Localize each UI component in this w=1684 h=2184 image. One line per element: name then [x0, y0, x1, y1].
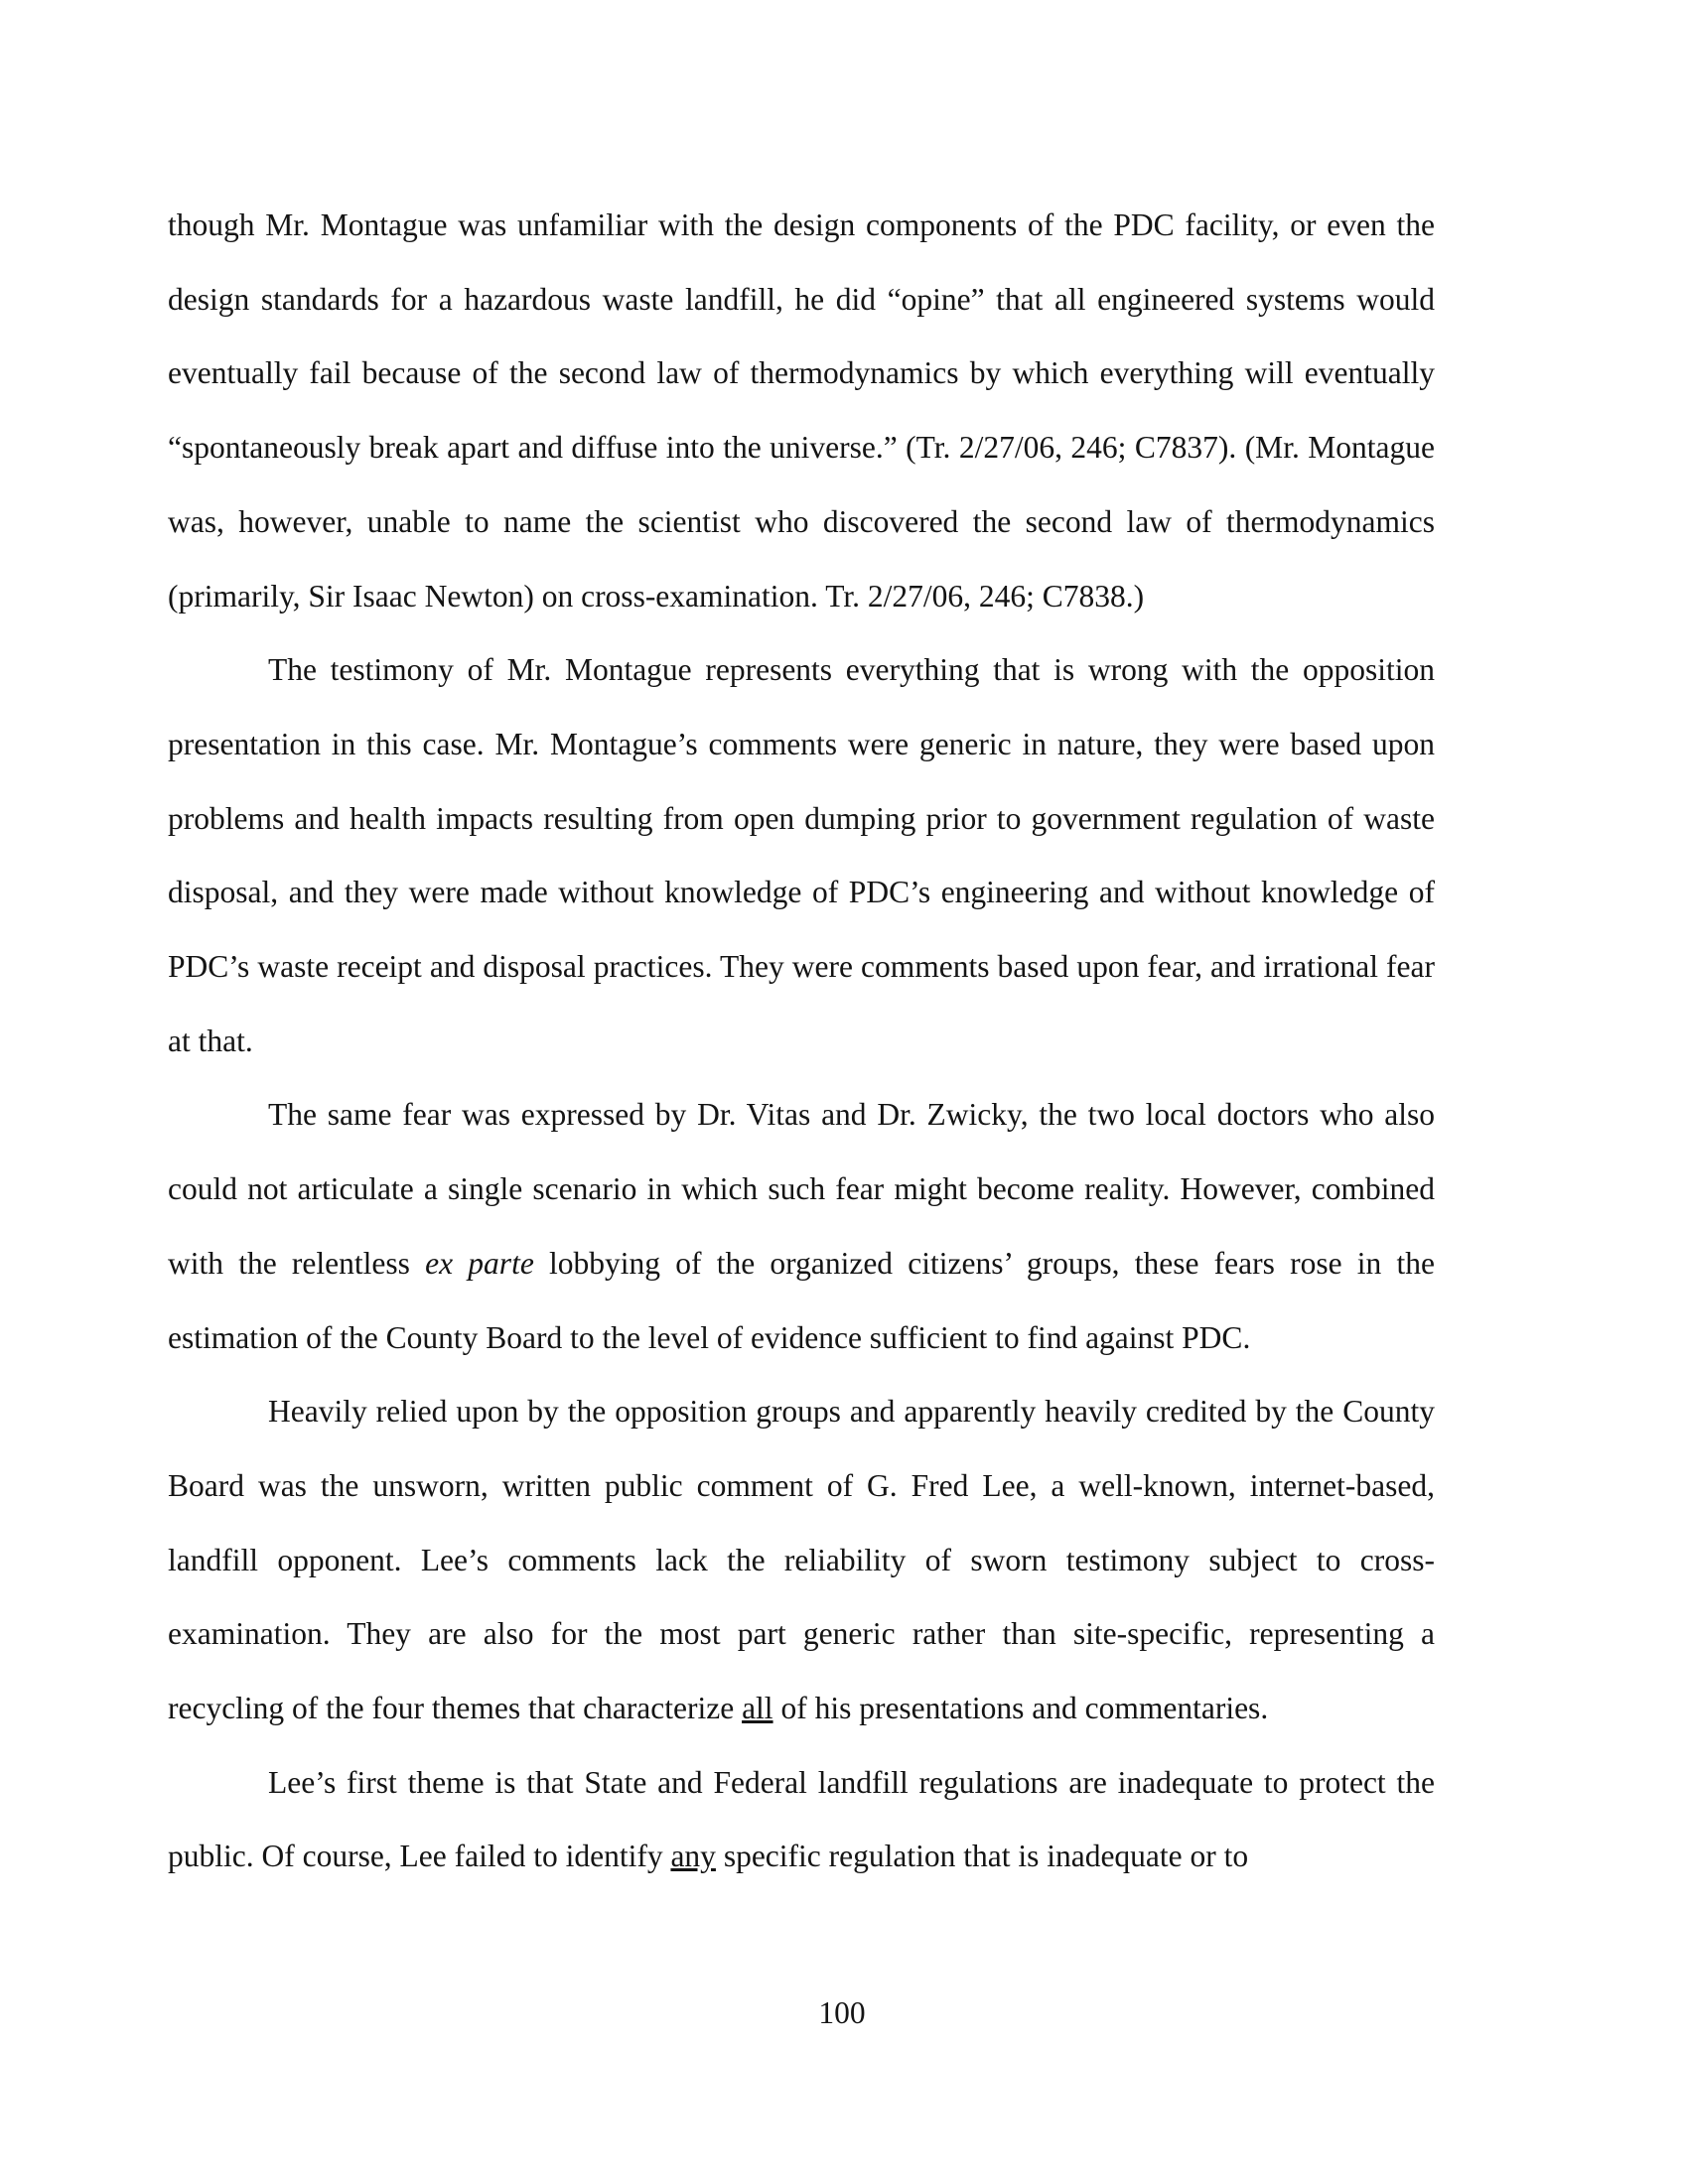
paragraph-text: The testimony of Mr. Montague represents everything that is wrong with the opposition presentation in this case. Mr. Montague’s comments were generic in nature, they were based upon problems and health impacts resulting from open dumping prior to government regulation of waste disposal, and they were made without knowledge of PDC’s engineering and without knowledge of PDC’s waste receipt and disposal practices. They were comments based upon fear, and irrational fear at that.: [168, 652, 1435, 1058]
paragraph: [168, 189, 1435, 633]
paragraph-text: Heavily relied upon by the opposition groups and apparently heavily credited by the County Board was the unsworn, written public comment of G. Fred Lee, a well-known, internet-based, landfill opponent. Lee’s comments lack the reliability of sworn testimony subject to cross-examination. They are also for the most part generic rather than site-specific, representing a recycling of the four themes that characterize: [168, 1394, 1435, 1726]
paragraph-text: Lee’s first theme is that State and Federal landfill regulations are inadequate to protect the public. Of course, Lee failed to identify: [168, 1764, 1435, 1874]
paragraph: [168, 633, 1435, 1078]
paragraph-text: though Mr. Montague was unfamiliar with the design components of the PDC facility, or even the design standards for a hazardous waste landfill, he did “opine” that all engineered systems would eventually fail because of the second law of thermodynamics by which everything will eventually “spontaneously break apart and diffuse into the universe.” (Tr. 2/27/06, 246; C7837). (Mr. Montague was, however, unable to name the scientist who discovered the second law of thermodynamics (primarily, Sir Isaac Newton) on cross-examination. Tr. 2/27/06, 246; C7838.): [168, 207, 1435, 614]
paragraph-text: The same fear was expressed by Dr. Vitas and Dr. Zwicky, the two local doctors who also could not articulate a single scenario in which such fear might become reality. However, combined with the relentless: [168, 1097, 1435, 1281]
underlined-text: all: [742, 1691, 773, 1726]
paragraph-text: lobbying of the organized citizens’ groups, these fears rose in the estimation of the County Board to the level of evidence sufficient to find against PDC.: [168, 1245, 1435, 1355]
body-text: [168, 189, 1435, 1894]
paragraph: [168, 1375, 1435, 1746]
underlined-text: any: [670, 1839, 716, 1874]
italic-text: ex parte: [425, 1245, 534, 1281]
paragraph-text: of his presentations and commentaries.: [772, 1691, 1269, 1726]
page-number: 100: [818, 1995, 866, 2030]
paragraph-text: specific regulation that is inadequate or to: [715, 1839, 1249, 1874]
paragraph: [168, 1078, 1435, 1375]
paragraph: [168, 1746, 1435, 1894]
